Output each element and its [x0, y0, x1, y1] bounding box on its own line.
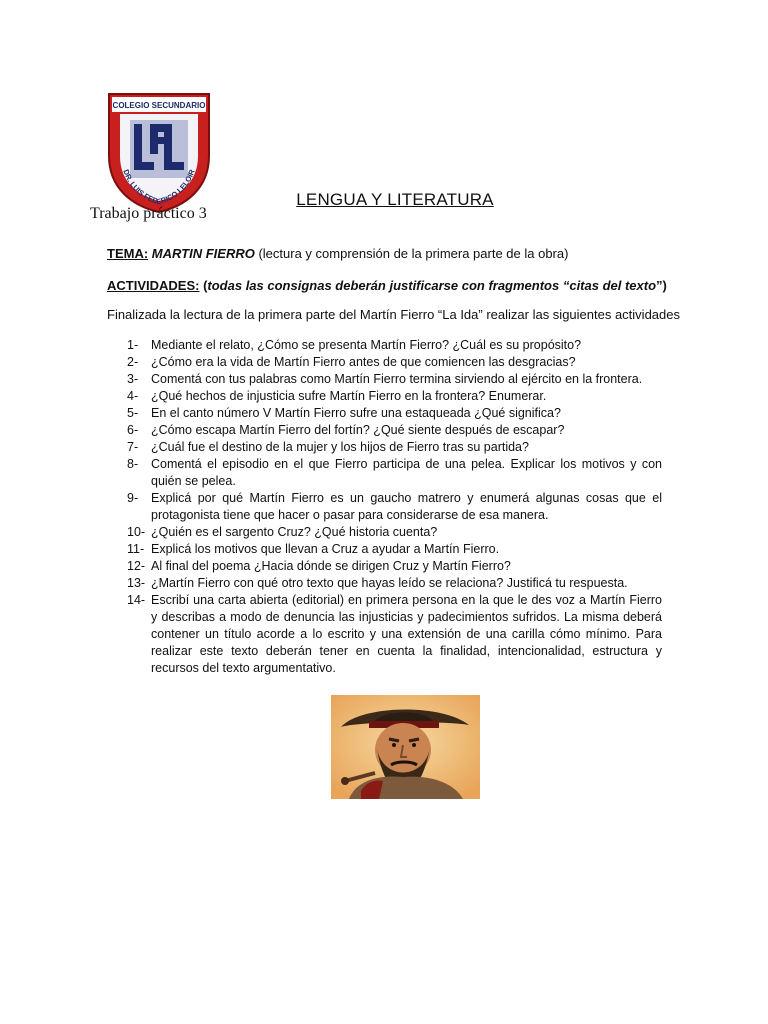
martin-fierro-illustration [331, 695, 480, 799]
svg-text:DR. LUIS FEDERICO LELOIR: DR. LUIS FEDERICO LELOIR [121, 168, 197, 207]
item-number: 3- [127, 372, 139, 386]
intro-paragraph: Finalizada la lectura de la primera parte del Martín Fierro “La Ida” realizar las siguientes actividades [107, 307, 680, 322]
list-item [127, 558, 662, 575]
item-number: 11- [127, 542, 145, 556]
actividades-line [107, 278, 667, 293]
list-item [127, 490, 662, 524]
item-number: 6- [127, 423, 139, 437]
item-number: 5- [127, 406, 139, 420]
item-text: Escribí una carta abierta (editorial) en primera persona en la que le des voz a Martín Fierro y describas a modo de denuncia las injusticias y padecimientos sufridos. La misma deberá contener un título acorde a lo escrito y una extensión de una carilla cómo mínimo. Para realizar este texto deberán tener en cuenta la finalidad, intencionalidad, estructura y recursos del texto argumentativo. [151, 593, 662, 675]
item-text: ¿Qué hechos de injusticia sufre Martín Fierro en la frontera? Enumerar. [151, 389, 547, 403]
item-number: 8- [127, 457, 139, 471]
item-text: ¿Cómo era la vida de Martín Fierro antes de que comiencen las desgracias? [151, 355, 576, 369]
list-item [127, 592, 662, 677]
item-text: ¿Cuál fue el destino de la mujer y los hijos de Fierro tras su partida? [151, 440, 529, 454]
page-title: LENGUA Y LITERATURA [296, 190, 494, 209]
subtitle: Trabajo práctico 3 [90, 205, 207, 222]
list-item [127, 456, 662, 490]
activity-list [127, 337, 662, 677]
tema-line [107, 246, 568, 261]
item-text: Comentá el episodio en el que Fierro participa de una pelea. Explicar los motivos y con quién se pelea. [151, 457, 662, 488]
actividades-open: ( [199, 278, 208, 293]
list-item [127, 337, 662, 354]
item-text: ¿Cómo escapa Martín Fierro del fortín? ¿Qué siente después de escapar? [151, 423, 565, 437]
item-text: Comentá con tus palabras como Martín Fierro termina sirviendo al ejército en la frontera. [151, 372, 643, 386]
item-text: Explicá por qué Martín Fierro es un gaucho matrero y enumerá algunas cosas que el protagonista tiene que hacer o pasar para considerarse de esa manera. [151, 491, 662, 522]
item-number: 9- [127, 491, 139, 505]
list-item [127, 541, 662, 558]
list-item [127, 422, 662, 439]
list-item [127, 439, 662, 456]
list-item [127, 388, 662, 405]
actividades-label: ACTIVIDADES: [107, 278, 200, 293]
item-number: 13- [127, 576, 146, 590]
item-number: 7- [127, 440, 139, 454]
list-item [127, 354, 662, 371]
list-item [127, 405, 662, 422]
svg-text:COLEGIO SECUNDARIO: COLEGIO SECUNDARIO [112, 101, 206, 110]
item-number: 1- [127, 338, 139, 352]
list-item [127, 371, 662, 388]
tema-label: TEMA: [107, 246, 149, 261]
item-text: En el canto número V Martín Fierro sufre una estaqueada ¿Qué significa? [151, 406, 561, 420]
item-text: Al final del poema ¿Hacia dónde se dirigen Cruz y Martín Fierro? [151, 559, 511, 573]
item-number: 2- [127, 355, 139, 369]
item-number: 12- [127, 559, 146, 573]
item-number: 10- [127, 525, 146, 539]
actividades-close: ”) [656, 278, 667, 293]
item-text: ¿Quién es el sargento Cruz? ¿Qué historia cuenta? [151, 525, 438, 539]
item-number: 14- [127, 593, 146, 607]
item-text: ¿Martín Fierro con qué otro texto que hayas leído se relaciona? Justificá tu respuesta. [151, 576, 628, 590]
actividades-note: todas las consignas deberán justificarse con fragmentos “citas del texto [207, 278, 657, 293]
item-text: Mediante el relato, ¿Cómo se presenta Martín Fierro? ¿Cuál es su propósito? [151, 338, 582, 352]
tema-topic: MARTIN FIERRO [151, 246, 255, 261]
item-number: 4- [127, 389, 139, 403]
list-item [127, 575, 662, 592]
list-item [127, 524, 662, 541]
item-text: Explicá los motivos que llevan a Cruz a ayudar a Martín Fierro. [151, 542, 500, 556]
tema-detail: (lectura y comprensión de la primera parte de la obra) [254, 246, 569, 261]
